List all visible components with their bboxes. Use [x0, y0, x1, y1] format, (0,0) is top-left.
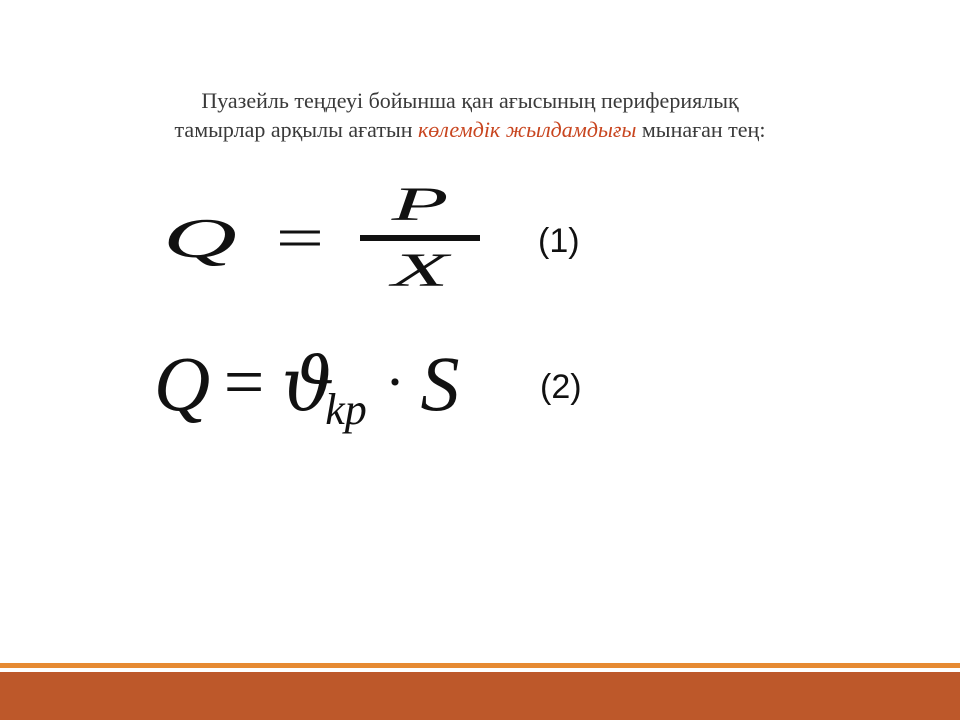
intro-line-2-start: тамырлар арқылы ағатын — [174, 117, 418, 142]
formula-1-svg — [0, 178, 960, 308]
footer-bar — [0, 672, 960, 720]
formula-2-subscript: kp — [325, 385, 367, 434]
formula-2-label: (2) — [540, 368, 582, 406]
formula-2-lhs: Q — [153, 340, 211, 427]
formula-2-dot: · — [385, 349, 405, 415]
intro-text — [60, 86, 880, 144]
intro-line-2-end: мынаған тең: — [636, 117, 766, 142]
formula-1-denominator: X — [391, 243, 449, 298]
footer-accent-line — [0, 663, 960, 668]
formula-2-rhs: S — [420, 340, 460, 427]
formula-2-svg — [0, 340, 960, 450]
formula-2 — [0, 340, 960, 450]
formula-1-numerator: P — [391, 177, 449, 232]
intro-highlight: көлемдік жылдамдығы — [418, 117, 637, 142]
intro-line-2 — [60, 115, 880, 144]
intro-line-1: Пуазейль теңдеуі бойынша қан ағысының перифериялық — [201, 88, 739, 113]
formula-2-equals: = — [223, 342, 265, 422]
formula-2-symbol: ϑ — [281, 342, 335, 428]
formula-1 — [0, 178, 960, 308]
formula-1-fraction-bar — [360, 235, 480, 241]
formula-1-equals: = — [275, 204, 325, 271]
formula-1-lhs: Q — [163, 206, 237, 270]
formula-1-label: (1) — [538, 222, 580, 260]
